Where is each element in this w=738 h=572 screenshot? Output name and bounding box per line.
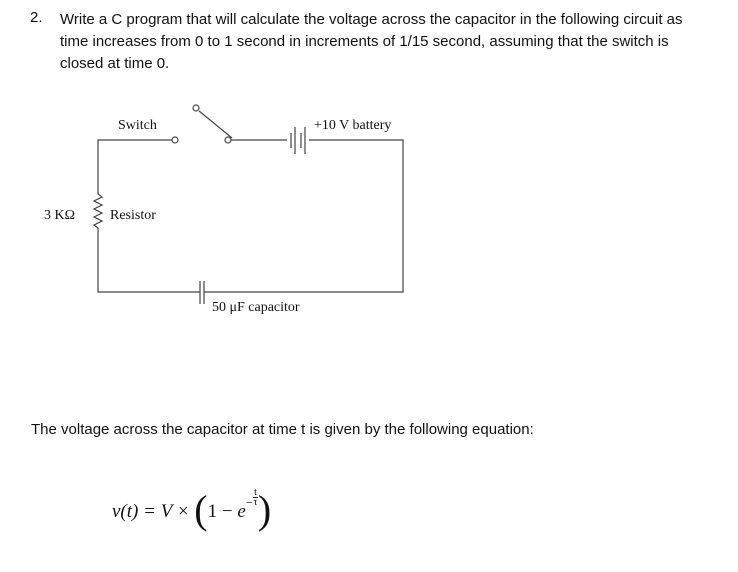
- switch-lever: [199, 111, 232, 138]
- battery-symbol: [291, 127, 305, 154]
- battery-label: +10 V battery: [314, 118, 392, 133]
- resistor-value: 3 KΩ: [44, 208, 76, 223]
- switch-terminal-left: [172, 137, 178, 143]
- wire-top-left: [98, 140, 172, 190]
- open-paren: (: [194, 487, 208, 532]
- question-number: 2.: [30, 9, 43, 26]
- voltage-equation: [112, 488, 271, 530]
- exp-denominator: τ: [253, 497, 258, 508]
- capacitor-label: 50 μF capacitor: [212, 300, 300, 315]
- resistor-symbol: [94, 190, 102, 232]
- equation-lhs: v(t) = V ×: [112, 501, 195, 522]
- resistor-label: Resistor: [110, 208, 156, 223]
- equation-exp-sign: −: [245, 495, 254, 510]
- equation-one-minus: 1 −: [207, 501, 238, 522]
- capacitor-symbol: [200, 281, 204, 304]
- switch-label: Switch: [118, 118, 157, 133]
- question-text: Write a C program that will calculate the voltage across the capacitor in the following circuit as time increases from 0 to 1 second in increments of 1/15 second, assuming that the switch is closed at time 0.: [60, 11, 683, 72]
- switch-terminal-right: [225, 137, 231, 143]
- wire-bottom-left: [98, 232, 200, 292]
- close-paren: ): [257, 487, 272, 532]
- switch-pivot: [193, 105, 199, 111]
- wire-battery-right: [204, 140, 403, 292]
- equation-base: e: [237, 501, 246, 522]
- exp-numerator: t: [254, 487, 257, 498]
- equation-intro: The voltage across the capacitor at time t is given by the following equation:: [31, 421, 534, 438]
